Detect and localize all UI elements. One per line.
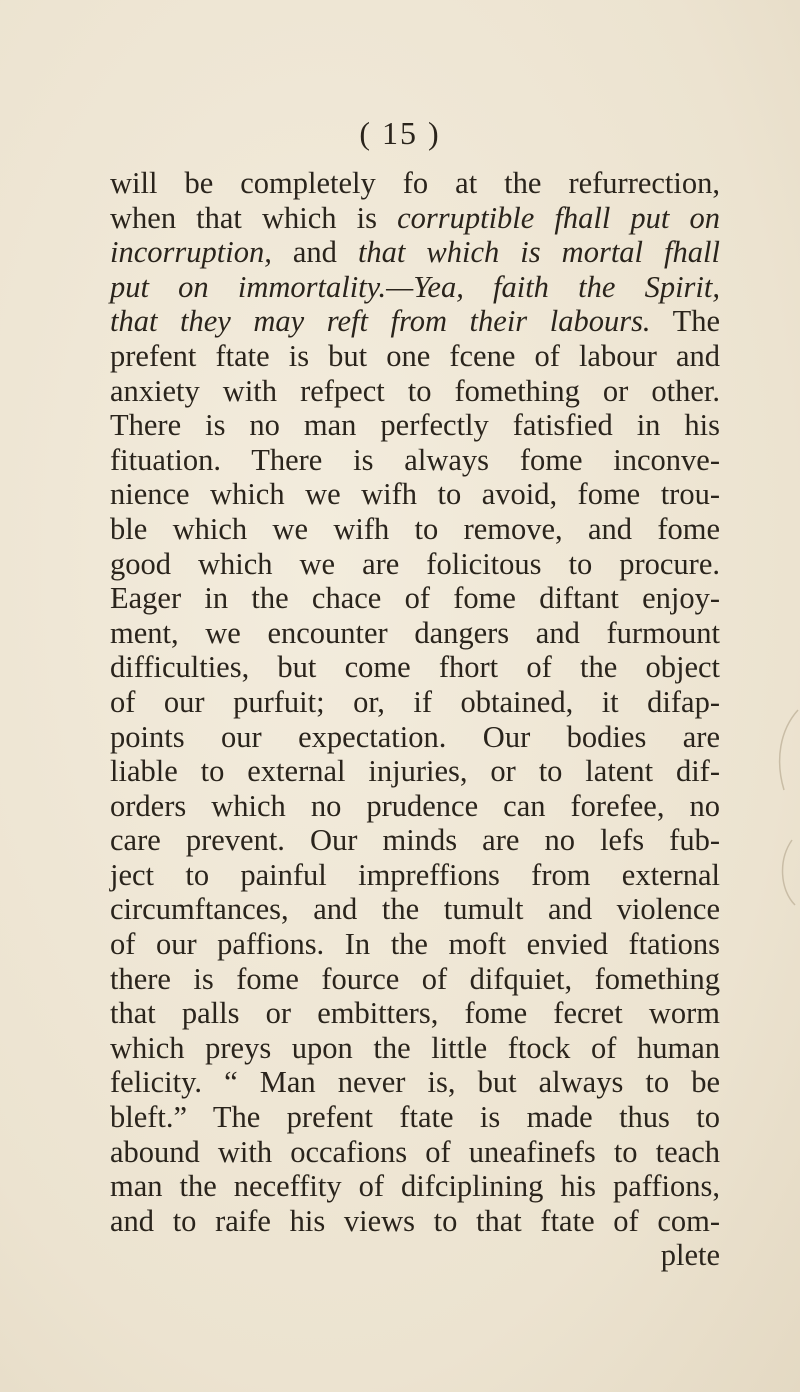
- body-text: [110, 166, 720, 1273]
- text-segment: orders which no prudence can forefee, no: [110, 788, 720, 823]
- text-segment: plete: [660, 1238, 720, 1273]
- text-line: [110, 477, 720, 512]
- text-segment: difficulties, but come fhort of the object: [110, 650, 720, 685]
- text-segment: and to raife his views to that ftate of com-: [110, 1203, 720, 1238]
- italic-text: that they may reft from their labours.: [110, 304, 651, 339]
- text-line: [110, 1100, 720, 1135]
- text-line: [110, 512, 720, 547]
- text-segment: bleft.” The prefent ftate is made thus to: [110, 1100, 720, 1135]
- text-line: [110, 720, 720, 755]
- text-line: [110, 304, 720, 339]
- text-segment: circumftances, and the tumult and violence: [110, 892, 720, 927]
- text-line: [110, 927, 720, 962]
- text-segment: when that which is: [110, 200, 398, 235]
- text-segment: there is fome fource of difquiet, fomething: [110, 961, 720, 996]
- text-line: [110, 1031, 720, 1066]
- text-line: [110, 547, 720, 582]
- text-line: [110, 1065, 720, 1100]
- text-segment: nience which we wifh to avoid, fome trou-: [110, 477, 720, 512]
- text-line: [110, 616, 720, 651]
- text-segment: of our paffions. In the moft envied ftations: [110, 927, 720, 962]
- text-line: [110, 374, 720, 409]
- text-segment: points our expectation. Our bodies are: [110, 719, 720, 754]
- text-line: [110, 1169, 720, 1204]
- text-line: [110, 235, 720, 270]
- text-segment: There is no man perfectly fatisfied in his: [110, 408, 720, 443]
- text-line: [110, 1135, 720, 1170]
- text-line: [110, 754, 720, 789]
- text-segment: abound with occafions of uneafinefs to teach: [110, 1134, 720, 1169]
- text-segment: of our purfuit; or, if obtained, it difap-: [110, 684, 720, 719]
- text-line: [110, 858, 720, 893]
- text-segment: anxiety with refpect to fomething or other.: [110, 373, 720, 408]
- text-line: [110, 823, 720, 858]
- italic-text: that which is mortal fhall: [357, 235, 720, 270]
- text-line: [110, 443, 720, 478]
- text-line: [110, 962, 720, 997]
- text-segment: ble which we wifh to remove, and fome: [110, 511, 720, 546]
- text-line: [110, 166, 720, 201]
- italic-text: corruptible fhall put on: [397, 200, 720, 235]
- italic-text: put on immortality.—Yea, faith the Spirit,: [110, 269, 720, 304]
- text-segment: which preys upon the little ftock of human: [110, 1030, 720, 1065]
- text-line: [110, 581, 720, 616]
- text-line: [110, 789, 720, 824]
- text-line: [110, 996, 720, 1031]
- text-segment: felicity. “ Man never is, but always to be: [110, 1065, 720, 1100]
- page-number: ( 15 ): [359, 115, 441, 151]
- text-line: [110, 339, 720, 374]
- text-segment: ject to painful impreffions from external: [110, 857, 720, 892]
- text-line: [110, 270, 720, 305]
- text-segment: The: [650, 304, 720, 339]
- text-line: [110, 201, 720, 236]
- text-segment: liable to external injuries, or to latent dif-: [110, 754, 720, 789]
- text-segment: prefent ftate is but one fcene of labour and: [110, 338, 720, 373]
- text-line: [110, 650, 720, 685]
- text-segment: good which we are folicitous to procure.: [110, 546, 720, 581]
- text-segment: that palls or embitters, fome fecret worm: [110, 996, 720, 1031]
- text-segment: care prevent. Our minds are no lefs fub-: [110, 823, 720, 858]
- text-segment: and: [271, 235, 358, 270]
- text-segment: ment, we encounter dangers and furmount: [110, 615, 720, 650]
- text-segment: will be completely fo at the refurrection,: [110, 166, 720, 200]
- text-line: [110, 892, 720, 927]
- italic-text: incorruption,: [110, 235, 272, 270]
- text-line: [110, 1204, 720, 1239]
- text-segment: fituation. There is always fome inconve-: [110, 442, 720, 477]
- text-line: [110, 685, 720, 720]
- text-segment: man the neceffity of difciplining his paffions,: [110, 1169, 720, 1204]
- paper-edge-mark: [740, 560, 800, 1392]
- text-line: [110, 408, 720, 443]
- text-line: [110, 1238, 720, 1273]
- text-segment: Eager in the chace of fome diftant enjoy-: [110, 581, 720, 616]
